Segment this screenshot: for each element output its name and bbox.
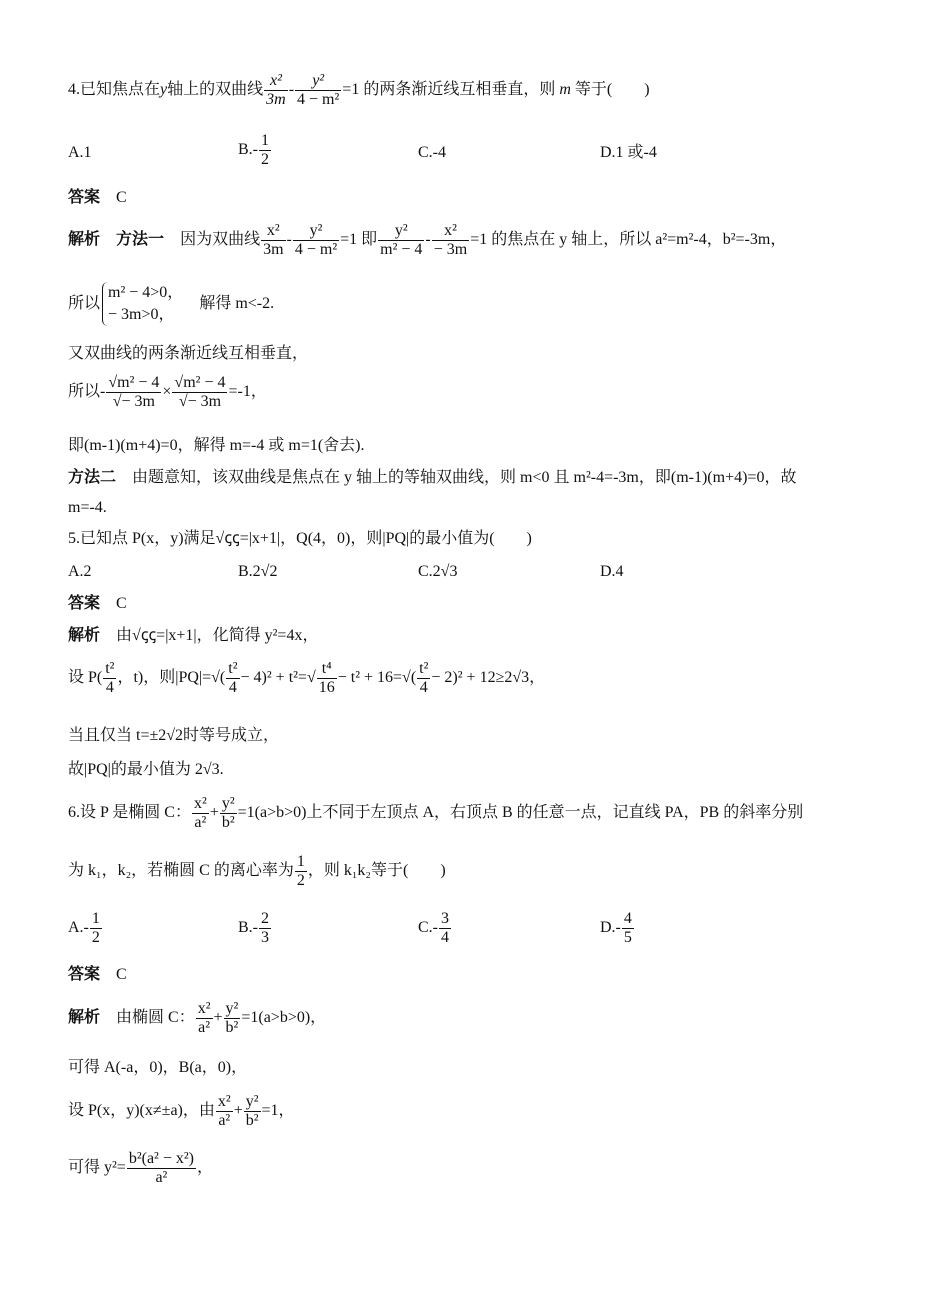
q4-frac2-den: 4 − m²	[297, 91, 340, 108]
q4-sol2-suffix: 解得 m<-2.	[199, 295, 275, 312]
q4-solution-line-7: m=-4.	[68, 499, 107, 516]
q6-sol1-plus: +	[213, 1009, 223, 1027]
q4-sol1-f1n: x²	[266, 222, 280, 239]
q4-sol1-f2d: 4 − m²	[294, 241, 338, 258]
q6-stem2-a: 为 k₁，k₂，若椭圆 C 的离心率为	[68, 862, 294, 880]
q6-sol3-a: 设 P(x，y)(x≠±a)，由	[68, 1102, 215, 1120]
q5-solution-line-4: 故|PQ|的最小值为 2√3.	[68, 761, 224, 778]
q4-stem-text-4: 等于( )	[574, 81, 650, 99]
q6-optD-num: 4	[623, 910, 632, 927]
q6-sol1-f1d: a²	[196, 1018, 213, 1037]
q6-sol3-b: =1，	[261, 1102, 295, 1120]
q6-optA-den: 2	[91, 929, 100, 946]
q6-sol3-f1d: a²	[216, 1111, 233, 1130]
q4-sol1-minus: -	[286, 231, 292, 249]
q6-optB-frac	[259, 910, 271, 947]
system-line-1: m² − 4>0，	[108, 284, 184, 301]
answer-label: 答案	[68, 966, 101, 983]
q6-option-a	[68, 910, 103, 947]
q4-sol4-num-2: √m² − 4	[174, 374, 226, 391]
q6-stem-line-1	[68, 795, 803, 832]
method-one-label: 方法一	[116, 231, 165, 249]
q6-stem-line-2	[68, 853, 446, 890]
q4-sol1-f3d: m² − 4	[380, 241, 423, 258]
q5-option-d: D.4	[600, 563, 624, 580]
q4-stem-frac-2	[295, 72, 341, 109]
q6-sol1-f2n: y²	[225, 1000, 239, 1017]
q4-option-b	[238, 132, 272, 169]
q6-sol3-f2d: b²	[245, 1112, 259, 1129]
q5-sol2-f3d: 16	[318, 679, 335, 696]
q4-sol1-f4n: x²	[444, 222, 457, 239]
q6-optD-frac	[622, 910, 634, 947]
q4-sol4-frac1	[106, 374, 161, 411]
q4-optB-num: 1	[261, 132, 269, 149]
q4-sol1-frac1	[261, 222, 285, 259]
q5-option-a: A.2	[68, 563, 92, 580]
q6-sol3-f2n: y²	[245, 1093, 259, 1110]
q4-stem-text-3: =1 的两条渐近线互相垂直，则	[342, 81, 556, 99]
q5-sol2-f2d: 4	[226, 678, 239, 697]
q4-sol4-suffix: =-1，	[228, 383, 267, 401]
q5-stem: 5.已知点 P(x，y)满足√ꞔꞔ=|x+1|，Q(4，0)，则|PQ|的最小值为( )	[68, 530, 532, 547]
q4-answer	[68, 187, 127, 209]
q4-solution-line-5: 即(m-1)(m+4)=0，解得 m=-4 或 m=1(舍去).	[68, 437, 365, 454]
q6-sol1-frac2	[224, 1000, 241, 1037]
q6-f2d: b²	[221, 814, 235, 831]
q6-stem-frac2	[220, 795, 237, 832]
q6-optD-den: 5	[623, 929, 632, 946]
q4-sol1-text-3: =1 的焦点在 y 轴上，所以 a²=m²-4，b²=-3m，	[470, 231, 787, 249]
q4-option-c: C.-4	[418, 144, 446, 161]
q4-sol1-text-2: =1 即	[340, 231, 378, 249]
q4-stem-text-2: 轴上的双曲线	[167, 81, 264, 99]
q6-optA-prefix: A.-	[68, 919, 89, 937]
q5-solution-line-3: 当且仅当 t=±2√2时等号成立，	[68, 727, 280, 744]
q6-option-b	[238, 910, 272, 947]
q4-sol2-prefix: 所以	[68, 295, 101, 312]
times-sign: ×	[162, 383, 172, 401]
q4-sol1-frac3	[378, 222, 424, 259]
q6-plus: +	[209, 804, 219, 822]
q4-solution-line-1	[68, 222, 786, 259]
q6-sol4-num: b²(a² − x²)	[128, 1150, 194, 1167]
q6-answer	[68, 964, 127, 986]
q6-optB-den: 3	[261, 929, 269, 946]
q5-sol2-f2n: t²	[228, 660, 238, 677]
solution-label: 解析	[68, 231, 101, 249]
q6-solution-line-3	[68, 1093, 295, 1130]
q4-sol4-frac2	[172, 374, 227, 411]
q5-solution-line-2	[68, 660, 545, 697]
answer-label: 答案	[68, 595, 101, 612]
q5-sol2-frac2	[226, 660, 239, 697]
q4-sol1-frac2	[293, 222, 339, 259]
q6-sol4-frac	[127, 1150, 196, 1187]
q4-sol1-frac4	[432, 222, 469, 259]
q6-optA-num: 1	[91, 910, 100, 927]
q6-solution-line-4	[68, 1150, 213, 1187]
q5-sol2-a: 设 P(	[68, 669, 103, 687]
q6-stem-frac1	[192, 795, 209, 832]
q6-option-d	[600, 910, 635, 947]
q5-sol2-f3n: t⁴	[321, 660, 332, 677]
q6-solution-line-2: 可得 A(-a，0)，B(a，0)，	[68, 1059, 248, 1076]
q5-sol2-frac1	[103, 660, 116, 697]
q4-stem-minus: -	[288, 81, 295, 99]
q4-sol4-prefix: 所以-	[68, 383, 106, 401]
system-line-2: − 3m>0，	[108, 306, 175, 323]
brace-system	[102, 282, 183, 326]
q5-solution-line-1	[68, 625, 318, 647]
q4-stem-frac-1	[264, 72, 288, 109]
q6-optC-den: 4	[441, 929, 449, 946]
q6-solution-line-1	[68, 1000, 326, 1037]
q4-optB-den: 2	[261, 151, 269, 168]
q5-sol2-f4n: t²	[419, 660, 429, 677]
q4-stem-var-m: m	[559, 81, 571, 99]
q4-stem	[68, 72, 650, 109]
q6-sol4-den: a²	[127, 1168, 196, 1187]
q6-optD-prefix: D.-	[600, 919, 621, 937]
q6-f1n: x²	[193, 795, 207, 812]
q6-sol1-frac1	[196, 1000, 213, 1037]
q4-sol1-minus-2: -	[425, 231, 431, 249]
q6-sol3-frac1	[216, 1093, 233, 1130]
q5-sol1-text: 由√ꞔꞔ=|x+1|，化简得 y²=4x，	[116, 627, 319, 644]
q5-option-c: C.2√3	[418, 563, 458, 580]
q4-sol4-den-2: √− 3m	[172, 392, 227, 411]
q4-solution-line-2	[68, 282, 274, 326]
q4-frac1-num: x²	[269, 72, 282, 89]
q6-sol1-f1n: x²	[197, 1000, 211, 1017]
solution-label: 解析	[68, 1009, 101, 1027]
answer-value: C	[116, 595, 127, 612]
q5-sol2-d: − t² + 16=√(	[337, 669, 417, 687]
q4-option-a: A.1	[68, 144, 92, 161]
method-two-label: 方法二	[68, 469, 117, 486]
q5-sol2-frac4	[417, 660, 430, 697]
q4-sol4-num: √m² − 4	[108, 374, 160, 391]
answer-label: 答案	[68, 189, 101, 206]
q4-optB-frac	[259, 132, 271, 169]
q6-f2n: y²	[221, 795, 235, 812]
q5-sol2-f1d: 4	[103, 678, 116, 697]
answer-value: C	[116, 189, 127, 206]
q4-sol6-text: 由题意知，该双曲线是焦点在 y 轴上的等轴双曲线，则 m<0 且 m²-4=-3m，即(m-1)(m+4)=0，故	[132, 469, 797, 486]
q5-sol2-frac3	[317, 660, 337, 697]
q4-frac1-den: 3m	[266, 91, 286, 108]
q6-sol3-f1n: x²	[217, 1093, 231, 1110]
solution-label: 解析	[68, 627, 101, 644]
q5-sol2-f4d: 4	[417, 678, 430, 697]
q5-sol2-e: − 2)² + 12≥2√3，	[431, 669, 546, 687]
q6-f3d: 2	[296, 872, 305, 889]
q4-sol1-f2n: y²	[309, 222, 323, 239]
q6-optB-prefix: B.-	[238, 919, 258, 937]
q6-optB-num: 2	[261, 910, 269, 927]
q6-sol1-f2d: b²	[225, 1019, 239, 1036]
q5-answer	[68, 593, 127, 615]
q6-stem-b: =1(a>b>0)上不同于左顶点 A，右顶点 B 的任意一点，记直线 PA，PB 的斜率分别	[237, 804, 804, 822]
q6-optC-num: 3	[441, 910, 449, 927]
q4-sol1-text: 因为双曲线	[180, 231, 261, 249]
q4-option-d: D.1 或-4	[600, 144, 657, 161]
q6-stem2-b: ，则 k₁k₂等于( )	[307, 862, 446, 880]
q6-sol3-frac2	[244, 1093, 261, 1130]
q6-optA-frac	[90, 910, 102, 947]
q4-stem-text: 4.已知焦点在	[68, 81, 161, 99]
q6-option-c	[418, 910, 452, 947]
q4-solution-line-6	[68, 467, 796, 489]
q6-sol4-b: ，	[197, 1159, 214, 1177]
q4-solution-line-3: 又双曲线的两条渐近线互相垂直，	[68, 345, 309, 362]
q6-f1d: a²	[192, 813, 209, 832]
q5-option-b: B.2√2	[238, 563, 278, 580]
q4-solution-line-4	[68, 374, 267, 411]
q6-stem-frac3	[295, 853, 307, 890]
q5-sol2-b: ，t)，则|PQ|=√(	[117, 669, 226, 687]
q4-sol4-den: √− 3m	[106, 392, 161, 411]
q4-frac2-num: y²	[312, 72, 325, 89]
q6-f3n: 1	[296, 853, 305, 870]
q6-sol4-a: 可得 y²=	[68, 1159, 126, 1177]
q5-sol2-f1n: t²	[105, 660, 115, 677]
q4-sol1-f3n: y²	[394, 222, 408, 239]
answer-value: C	[116, 966, 127, 983]
q6-sol3-plus: +	[233, 1102, 243, 1120]
q6-optC-prefix: C.-	[418, 919, 438, 937]
q6-sol1-a: 由椭圆 C：	[116, 1009, 195, 1027]
q5-sol2-c: − 4)² + t²=√	[240, 669, 316, 687]
q6-sol1-b: =1(a>b>0)，	[241, 1009, 327, 1027]
q4-optB-prefix: B.-	[238, 141, 258, 159]
q4-stem-var: y	[160, 81, 168, 99]
q6-optC-frac	[439, 910, 451, 947]
q4-sol1-f4d: − 3m	[433, 241, 468, 258]
q4-sol1-f1d: 3m	[263, 241, 284, 258]
q6-stem-a: 6.设 P 是椭圆 C：	[68, 804, 191, 822]
